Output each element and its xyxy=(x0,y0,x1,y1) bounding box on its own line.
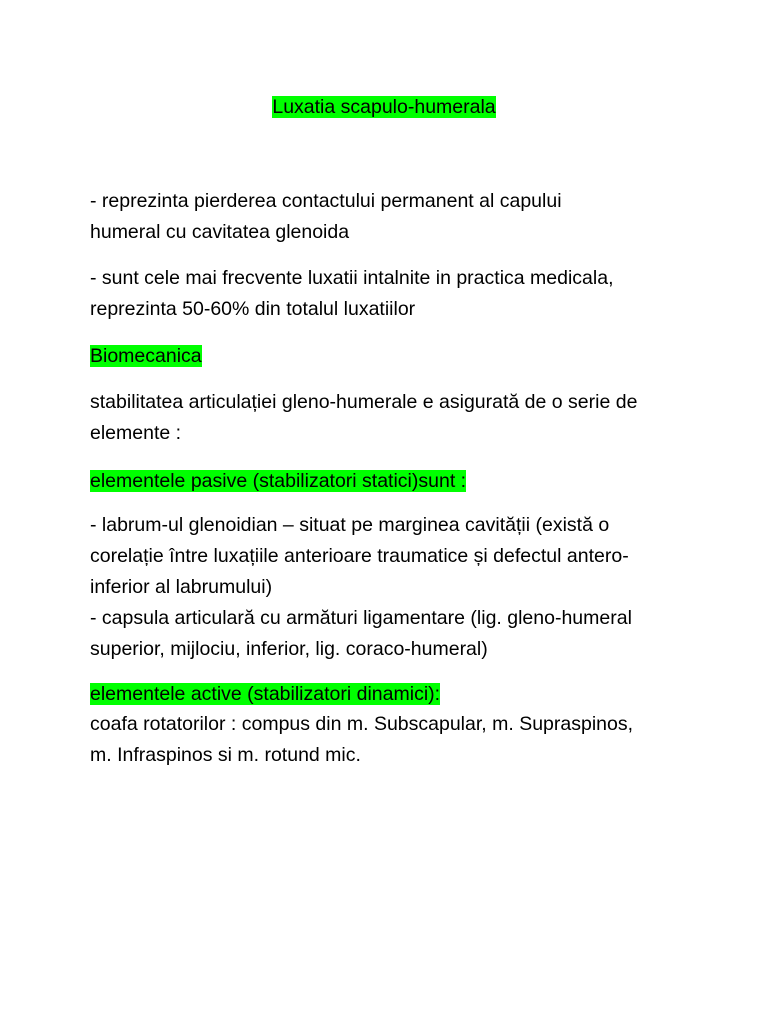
heading-highlight: Biomecanica xyxy=(90,345,202,367)
paragraph-line: m. Infraspinos si m. rotund mic. xyxy=(90,744,361,766)
paragraph-line: reprezinta 50-60% din totalul luxatiilor xyxy=(90,298,416,320)
intro-paragraph-1 xyxy=(90,186,690,248)
section-heading-active xyxy=(90,679,440,709)
heading-highlight: elementele pasive (stabilizatori statici)sunt : xyxy=(90,470,467,492)
paragraph-line: inferior al labrumului) xyxy=(90,576,273,598)
intro-paragraph-2 xyxy=(90,263,690,325)
paragraph-line: - capsula articulară cu armături ligamentare (lig. gleno-humeral xyxy=(90,607,632,629)
paragraph-line: stabilitatea articulației gleno-humerale e asigurată de o serie de xyxy=(90,391,638,413)
paragraph-line: - reprezinta pierderea contactului permanent al capului xyxy=(90,190,562,212)
paragraph-line: corelație între luxațiile anterioare traumatice și defectul antero- xyxy=(90,545,629,567)
paragraph-line: - labrum-ul glenoidian – situat pe marginea cavității (există o xyxy=(90,514,610,536)
paragraph-line: coafa rotatorilor : compus din m. Subscapular, m. Supraspinos, xyxy=(90,713,634,735)
section-heading-pasive xyxy=(90,466,466,496)
paragraph-line: superior, mijlociu, inferior, lig. coraco-humeral) xyxy=(90,638,488,660)
biomecanica-paragraph xyxy=(90,387,690,449)
title-highlight: Luxatia scapulo-humerala xyxy=(272,96,496,118)
pasive-paragraph xyxy=(90,510,690,665)
section-heading-biomecanica xyxy=(90,341,202,371)
paragraph-line: - sunt cele mai frecvente luxatii intalnite in practica medicala, xyxy=(90,267,614,289)
paragraph-line: elemente : xyxy=(90,422,182,444)
document-title xyxy=(0,92,768,122)
active-paragraph xyxy=(90,709,690,771)
paragraph-line: humeral cu cavitatea glenoida xyxy=(90,221,350,243)
heading-highlight: elementele active (stabilizatori dinamici): xyxy=(90,683,441,705)
